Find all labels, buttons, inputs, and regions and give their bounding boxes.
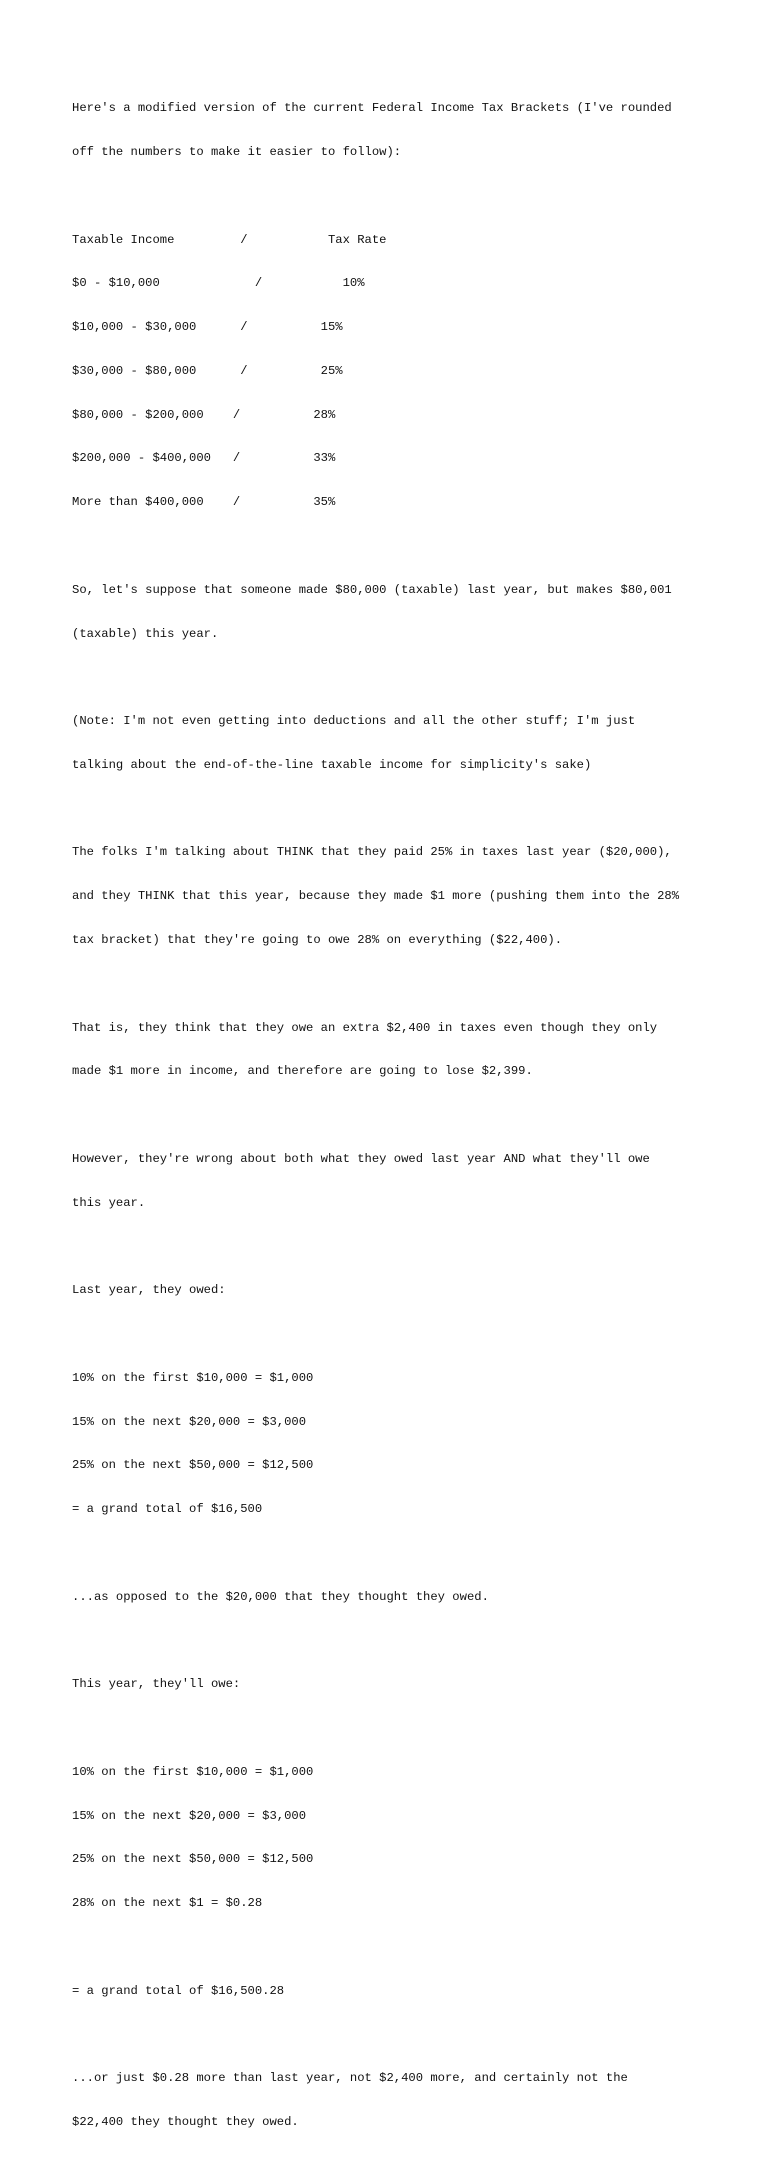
text-line: However, they're wrong about both what they owed last year AND what they'll owe <box>72 1151 650 1166</box>
text-line: That is, they think that they owe an extra $2,400 in taxes even though they only <box>72 1020 658 1035</box>
bracket-row: $30,000 - $80,000 / 25% <box>72 363 343 378</box>
text-line: ...as opposed to the $20,000 that they thought they owed. <box>72 1589 489 1604</box>
intro-paragraph <box>72 72 712 189</box>
text-line: this year. <box>72 1195 146 1210</box>
calc-line: 25% on the next $50,000 = $12,500 <box>72 1852 314 1867</box>
bracket-row: $0 - $10,000 / 10% <box>72 276 365 291</box>
text-line: The folks I'm talking about THINK that they paid 25% in taxes last year ($20,000), <box>72 845 672 860</box>
calc-total: = a grand total of $16,500.28 <box>72 1983 285 1998</box>
text-line: So, let's suppose that someone made $80,000 (taxable) last year, but makes $80,001 <box>72 582 672 597</box>
brackets-header: Taxable Income / Tax Rate <box>72 232 387 247</box>
calc-line: 15% on the next $20,000 = $3,000 <box>72 1414 307 1429</box>
text-line: and they THINK that this year, because they made $1 more (pushing them into the 28% <box>72 889 680 904</box>
think-paragraph <box>72 816 712 977</box>
last-year-calculation <box>72 1342 712 1546</box>
calc-line: 28% on the next $1 = $0.28 <box>72 1896 263 1911</box>
calc-line: 10% on the first $10,000 = $1,000 <box>72 1764 314 1779</box>
extra-paragraph <box>72 991 712 1108</box>
calc-total: = a grand total of $16,500 <box>72 1502 263 1517</box>
text-line: made $1 more in income, and therefore are going to lose $2,399. <box>72 1064 533 1079</box>
suppose-paragraph <box>72 554 712 671</box>
conclusion-paragraph <box>72 2042 712 2159</box>
bracket-row: $10,000 - $30,000 / 15% <box>72 320 343 335</box>
as-opposed-paragraph <box>72 1561 712 1634</box>
text-line: Here's a modified version of the current Federal Income Tax Brackets (I've rounded <box>72 101 672 116</box>
calc-line: 25% on the next $50,000 = $12,500 <box>72 1458 314 1473</box>
text-line: (Note: I'm not even getting into deductions and all the other stuff; I'm just <box>72 714 636 729</box>
this-year-calculation <box>72 1736 712 1940</box>
note-paragraph <box>72 685 712 802</box>
wrong-paragraph <box>72 1123 712 1240</box>
this-year-heading <box>72 1648 712 1721</box>
last-year-heading <box>72 1254 712 1327</box>
text-line: (taxable) this year. <box>72 626 219 641</box>
document-page <box>72 72 712 2174</box>
bracket-row: More than $400,000 / 35% <box>72 495 336 510</box>
calc-line: 15% on the next $20,000 = $3,000 <box>72 1808 307 1823</box>
text-line: This year, they'll owe: <box>72 1677 241 1692</box>
text-line: Last year, they owed: <box>72 1283 226 1298</box>
text-line: ...or just $0.28 more than last year, not $2,400 more, and certainly not the <box>72 2071 628 2086</box>
this-year-total <box>72 1955 712 2028</box>
text-line: tax bracket) that they're going to owe 28% on everything ($22,400). <box>72 933 563 948</box>
text-line: talking about the end-of-the-line taxable income for simplicity's sake) <box>72 757 592 772</box>
bracket-row: $80,000 - $200,000 / 28% <box>72 407 336 422</box>
text-line: $22,400 they thought they owed. <box>72 2115 299 2130</box>
tax-brackets-table <box>72 203 712 539</box>
calc-line: 10% on the first $10,000 = $1,000 <box>72 1370 314 1385</box>
bracket-row: $200,000 - $400,000 / 33% <box>72 451 336 466</box>
text-line: off the numbers to make it easier to follow): <box>72 144 402 159</box>
